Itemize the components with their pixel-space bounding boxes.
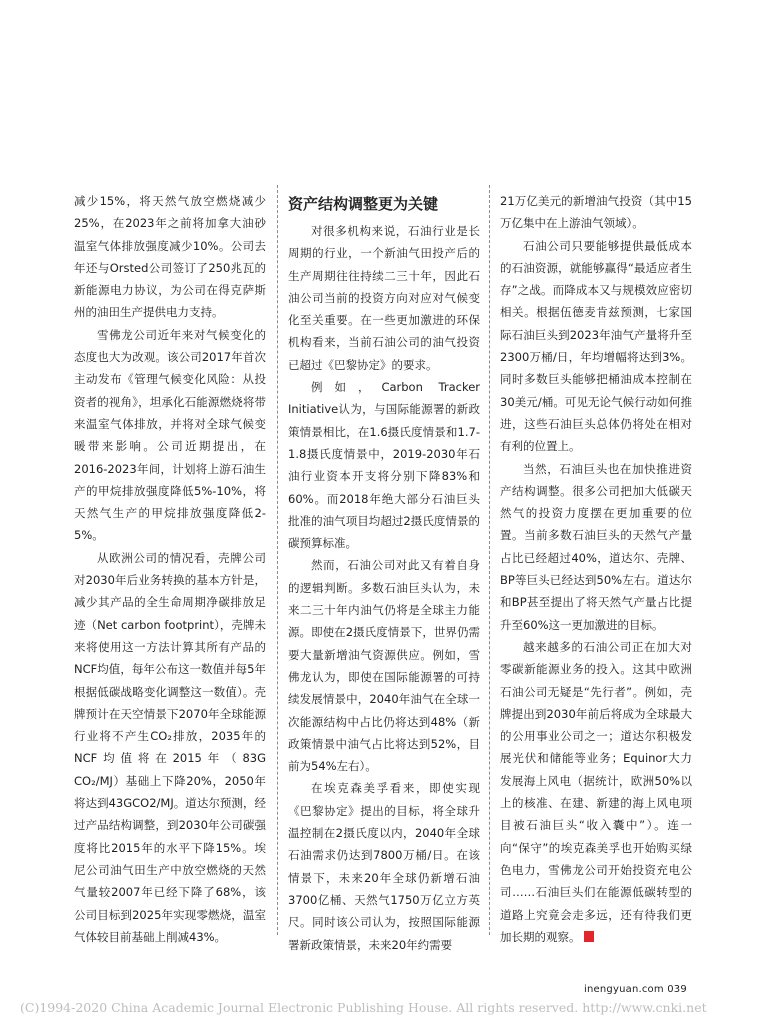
paragraph: 对很多机构来说，石油行业是长周期的行业，一个新油气田投产后的生产周期往往持续二三十年，因此石油公司当前的投资方向对应对气候变化至关重要。在一些更加激进的环保机构看来，当前石油公司的油气投资已超过《巴黎协定》的要求。 bbox=[288, 224, 480, 372]
paragraph: 石油公司只要能够提供最低成本的石油资源，就能够赢得“最适应者生存”之战。而降成本又与规模效应密切相关。根据伍德麦肯兹预测，七家国际石油巨头到2023年油气产量将升至2300万桶/日，年均增幅将达到3%。同时多数巨头能够把桶油成本控制在30美元/桶。可见无论气候行动如何推进，这些石油巨头总体仍将处在相对有利的位置上。 bbox=[500, 238, 692, 454]
copyright-watermark: (C)1994-2020 China Academic Journal Electronic Publishing House. All rights reserved. http://www.cnki.net bbox=[20, 1000, 707, 1015]
section-heading: 资产结构调整更为关键 bbox=[288, 195, 439, 213]
paragraph: 例如，Carbon Tracker Initiative认为，与国际能源署的新政策情景相比，在1.6摄氏度情景和1.7-1.8摄氏度情景中，2019-2030年石油行业资本开支将分别下降83%和60%。而2018年绝大部分石油巨头批准的油气项目均超过2摄氏度情景的碳预算标准。 bbox=[288, 380, 480, 551]
article-column-1 bbox=[74, 190, 266, 948]
paragraph: 在埃克森美孚看来，即使实现《巴黎协定》提出的目标，将全球升温控制在2摄氏度以内，2040年全球石油需求仍达到7800万桶/日。在该情景下，未来20年全球仍新增石油3700亿桶、天然气1750万亿立方英尺。同时该公司认为，按照国际能源署新政策情景，未来20年约需要 bbox=[288, 781, 480, 952]
paragraph: 雪佛龙公司近年来对气候变化的态度也大为改观。该公司2017年首次主动发布《管理气候变化风险：从投资者的视角》，坦承化石能源燃烧将带来温室气体排放，并将对全球气候变暖带来影响。公司近期提出，在2016-2023年间，计划将上游石油生产的甲烷排放强度降低5%-10%，将天然气生产的甲烷排放强度降低2-5%。 bbox=[74, 327, 266, 543]
article-column-2 bbox=[288, 190, 480, 956]
paragraph-final bbox=[500, 636, 692, 948]
column-divider bbox=[277, 185, 278, 935]
paragraph: 当然，石油巨头也在加快推进资产结构调整。很多公司把加大低碳天然气的投资力度摆在更加重要的位置。当前多数石油巨头的天然气产量占比已经超过40%，道达尔、壳牌、BP等巨头已经达到50%左右。道达尔和BP甚至提出了将天然气产量占比提升至60%这一更加激进的目标。 bbox=[500, 461, 692, 632]
paragraph: 减少15%，将天然气放空燃烧减少25%，在2023年之前将加拿大油砂温室气体排放强度减少10%。公司去年还与Orsted公司签订了250兆瓦的新能源电力协议，为公司在得克萨斯州的油田生产提供电力支持。 bbox=[74, 194, 266, 320]
paragraph-text: 越来越多的石油公司正在加大对零碳新能源业务的投入。这其中欧洲石油公司无疑是“先行者”。例如，壳牌提出到2030年前后将成为全球最大的公用事业公司之一；道达尔积极发展光伏和储能等业务；Equinor大力发展海上风电（据统计，欧洲50%以上的核准、在建、新建的海上风电项目被石油巨头“收入囊中”）。连一向“保守”的埃克森美孚也开始购买绿色电力，雪佛龙公司开始投资充电公司……石油巨头们在能源低碳转型的道路上究竟会走多远，还有待我们更加长期的观察。 bbox=[500, 639, 692, 944]
end-mark-icon bbox=[584, 931, 594, 942]
paragraph: 从欧洲公司的情况看，壳牌公司对2030年后业务转换的基本方针是，减少其产品的全生命周期净碳排放足迹（Net carbon footprint），壳牌未来将使用这一方法计算其所有产品的NCF均值，每年公布这一数值并每5年根据低碳战略变化调整这一数值）。壳牌预计在天空情景下2070年全球能源行业将不产生CO₂排放，2035年的NCF均值将在2015年（83G CO₂/MJ）基础上下降20%，2050年将达到43GCO2/MJ。道达尔预测，经过产品结构调整，到2030年公司碳强度将比2015年的水平下降15%。埃尼公司油气田生产中放空燃烧的天然气量较2007年已经下降了68%，该公司目标到2025年实现零燃烧，温室气体较目前基础上削减43%。 bbox=[74, 550, 266, 944]
paragraph: 21万亿美元的新增油气投资（其中15万亿集中在上游油气领域）。 bbox=[500, 194, 692, 231]
article-column-3 bbox=[500, 190, 692, 948]
column-divider bbox=[489, 185, 490, 935]
paragraph: 然而，石油公司对此又有着自身的逻辑判断。多数石油巨头认为，未来二三十年内油气仍将是全球主力能源。即使在2摄氏度情景下，世界仍需要大量新增油气资源供应。例如，雪佛龙认为，即使在国际能源署的可持续发展情景中，2040年油气在全球一次能源结构中占比仍将达到48%（新政策情景中油气占比将达到52%，目前为54%左右）。 bbox=[288, 558, 480, 774]
page-footer: inengyuan.com 039 bbox=[584, 984, 687, 995]
